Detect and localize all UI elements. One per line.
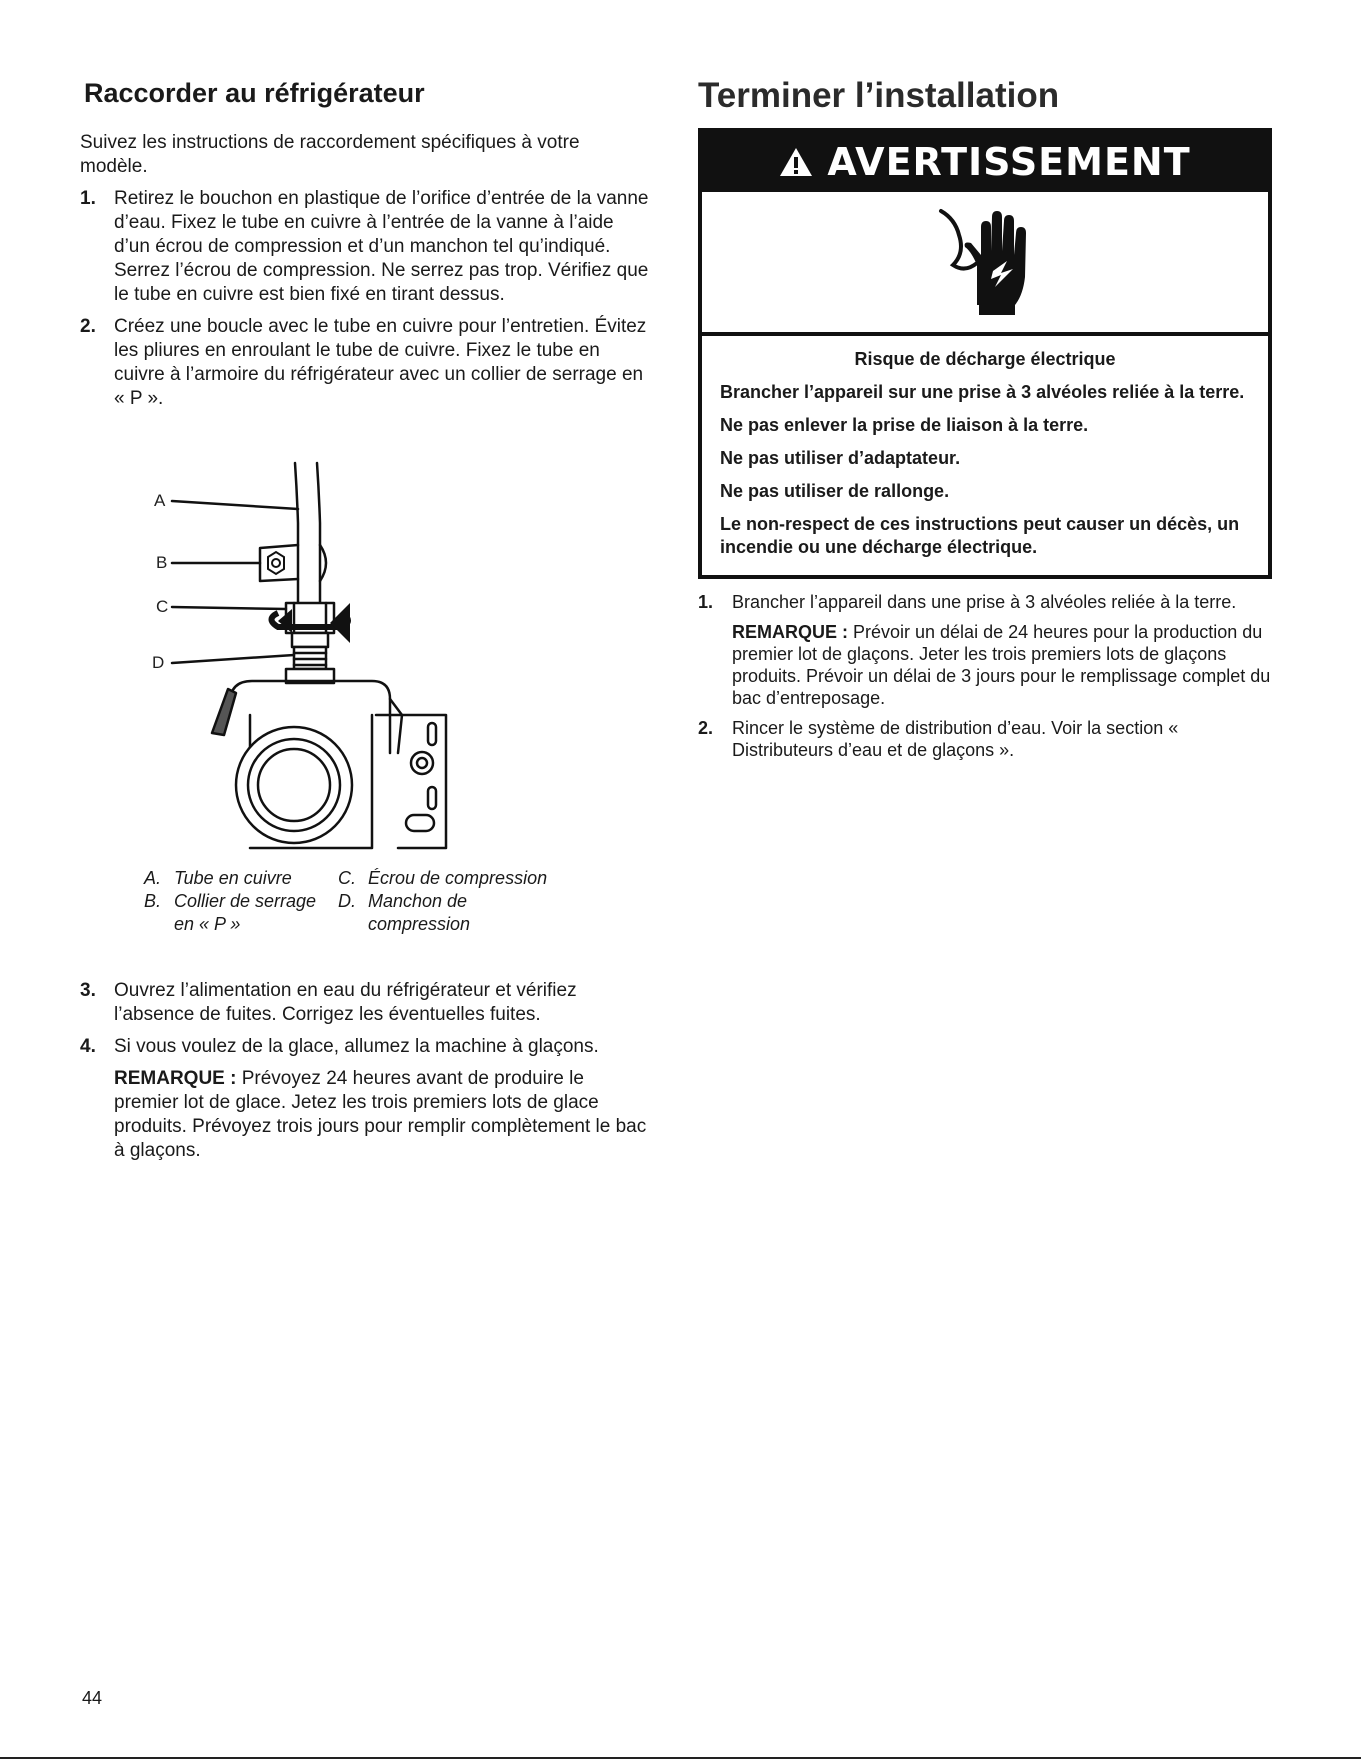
step-2	[80, 315, 650, 411]
legend-text: Collier de serrage	[174, 891, 317, 911]
electric-shock-hand-icon	[935, 207, 1035, 317]
legend-letter: B.	[144, 891, 162, 911]
step-note	[732, 621, 1274, 709]
step-3	[80, 979, 650, 1027]
step-text: Rincer le système de distribution d’eau. Voir la section « Distributeurs d’eau et de glaçons ».	[732, 718, 1179, 760]
step-text: Retirez le bouchon en plastique de l’orifice d’entrée de la vanne d’eau. Fixez le tube en cuivre à l’entrée de la vanne à l’aide d’un écrou de compression et d’un manchon tel qu’indiqué. Serrez l’écrou de compression. Ne serrez pas trop. Vérifiez que le tube en cuivre est bien fixé en tirant dessus.	[114, 188, 649, 305]
step-note	[114, 1067, 650, 1163]
valve-illustration	[80, 453, 650, 853]
warning-line: Brancher l’appareil sur une prise à 3 alvéoles reliée à la terre.	[720, 382, 1245, 402]
warning-line: Ne pas enlever la prise de liaison à la terre.	[720, 415, 1089, 435]
hazard-title: Risque de décharge électrique	[854, 349, 1116, 369]
legend-text: Manchon de	[368, 891, 468, 911]
figure-legend	[80, 867, 650, 937]
right-column	[698, 76, 1274, 769]
step-number: 2.	[698, 718, 714, 738]
callout-c: C	[156, 597, 169, 616]
warning-body	[702, 336, 1268, 575]
step-4	[80, 1035, 650, 1163]
bottom-rule	[0, 1757, 1361, 1759]
warning-title: AVERTISSEMENT	[827, 140, 1191, 184]
step-text: Ouvrez l’alimentation en eau du réfrigérateur et vérifiez l’absence de fuites. Corrigez les éventuelles fuites.	[114, 980, 577, 1025]
left-column	[80, 78, 650, 1171]
legend-item	[338, 890, 470, 936]
step-number: 1.	[698, 592, 714, 612]
intro-text: Suivez les instructions de raccordement spécifiques à votre modèle.	[80, 132, 580, 177]
warning-line: Ne pas utiliser d’adaptateur.	[720, 448, 961, 468]
legend-letter: D.	[338, 891, 356, 911]
legend-letter: A.	[144, 868, 162, 888]
legend-letter: C.	[338, 868, 356, 888]
step-text: Si vous voulez de la glace, allumez la machine à glaçons.	[114, 1036, 599, 1057]
page-number: 44	[82, 1688, 103, 1708]
note-label: REMARQUE :	[114, 1068, 237, 1089]
note-text: Prévoir un délai de 24 heures pour la production du premier lot de glaçons. Jeter les trois premiers lots de glaçons produits. Prévoir un délai de 3 jours pour le remplissage complet du bac d’entreposage.	[732, 622, 1271, 708]
legend-text-cont: en « P »	[174, 914, 241, 934]
warning-header	[702, 132, 1268, 192]
warning-line: Le non-respect de ces instructions peut causer un décès, un incendie ou une décharge électrique.	[720, 514, 1240, 557]
legend-item	[144, 867, 292, 890]
step-1	[80, 187, 650, 307]
shock-hazard-icon-area	[702, 192, 1268, 336]
warning-line: Ne pas utiliser de rallonge.	[720, 481, 950, 501]
note-label: REMARQUE :	[732, 622, 848, 642]
legend-item	[338, 867, 547, 890]
note-text: Prévoyez 24 heures avant de produire le premier lot de glace. Jetez les trois premiers lots de glace produits. Prévoyez trois jours pour remplir complètement le bac à glaçons.	[114, 1068, 647, 1161]
finish-step-1	[698, 591, 1274, 709]
legend-text: Tube en cuivre	[174, 868, 292, 888]
callout-a: A	[154, 491, 166, 510]
step-text: Brancher l’appareil dans une prise à 3 alvéoles reliée à la terre.	[732, 592, 1237, 612]
finish-steps	[698, 591, 1274, 761]
legend-text: Écrou de compression	[368, 868, 548, 888]
warning-triangle-icon	[779, 147, 813, 177]
callout-d: D	[152, 653, 165, 672]
legend-text-cont: compression	[368, 914, 471, 934]
finish-step-2	[698, 717, 1274, 761]
step-number: 2.	[80, 316, 96, 337]
section-title-finish: Terminer l’installation	[698, 76, 1060, 115]
step-number: 4.	[80, 1036, 96, 1057]
warning-box	[698, 128, 1272, 579]
step-text: Créez une boucle avec le tube en cuivre pour l’entretien. Évitez les pliures en enroulant le tube de cuivre. Fixez le tube en cuivre à l’armoire du réfrigérateur avec un collier de serrage en « P ».	[114, 316, 647, 409]
section-title-connect: Raccorder au réfrigérateur	[84, 78, 425, 108]
valve-connection-diagram	[80, 453, 650, 853]
step-number: 3.	[80, 980, 96, 1001]
step-number: 1.	[80, 188, 96, 209]
callout-b: B	[156, 553, 168, 572]
legend-item	[144, 890, 316, 936]
